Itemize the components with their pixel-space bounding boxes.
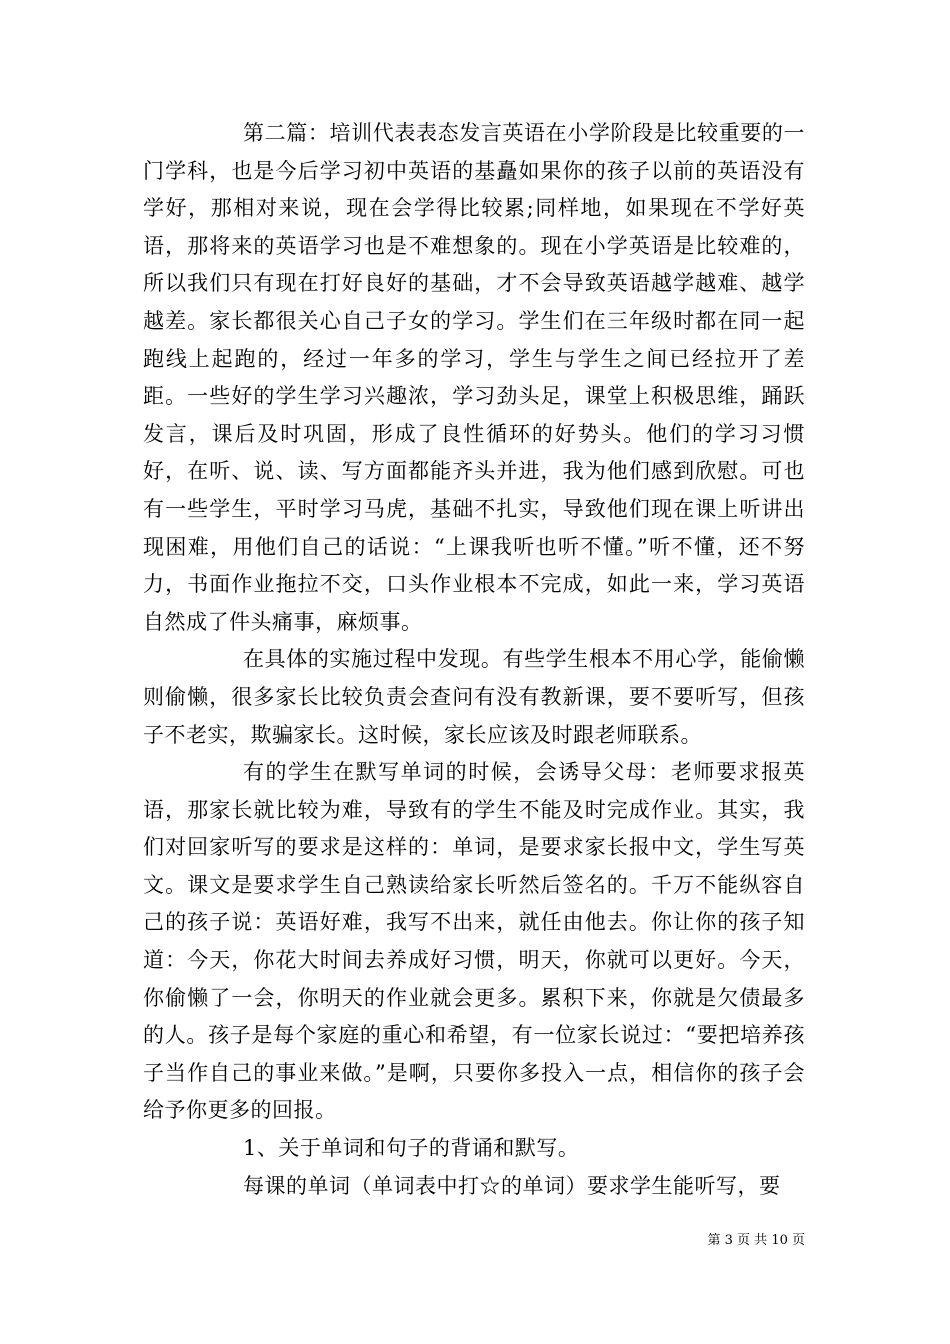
paragraph-3: 有的学生在默写单词的时候，会诱导父母：老师要求报英语，那家长就比较为难，导致有的学生不能及时完成作业。其实，我们对回家听写的要求是这样的：单词，是要求家长报中文，学生写英文。课文是要求学生自己熟读给家长听然后签名的。千万不能纵容自己的孩子说：英语好难，我写不出来，就任由他去。你让你的孩子知道：今天，你花大时间去养成好习惯，明天，你就可以更好。今天，你偷懒了一会，你明天的作业就会更多。累积下来，你就是欠债最多的人。孩子是每个家庭的重心和希望，有一位家长说过：“要把培养孩子当作自己的事业来做。”是啊，只要你多投入一点，相信你的孩子会给予你更多的回报。 [143, 760, 805, 1123]
paragraph-5: 每课的单词（单词表中打☆的单词）要求学生能听写，要 [243, 1173, 781, 1198]
document-body [143, 115, 805, 1205]
paragraph-4: 1、关于单词和句子的背诵和默写。 [243, 1136, 580, 1161]
page-number-footer: 第 3 页 共 10 页 [707, 1233, 805, 1248]
paragraph-2: 在具体的实施过程中发现。有些学生根本不用心学，能偷懒则偷懒，很多家长比较负责会查问有没有教新课，要不要听写，但孩子不老实，欺骗家长。这时候，家长应该及时跟老师联系。 [143, 647, 805, 747]
paragraph-1: 第二篇：培训代表表态发言英语在小学阶段是比较重要的一门学科，也是今后学习初中英语的基矗如果你的孩子以前的英语没有学好，那相对来说，现在会学得比较累;同样地，如果现在不学好英语，那将来的英语学习也是不难想象的。现在小学英语是比较难的，所以我们只有现在打好良好的基础，才不会导致英语越学越难、越学越差。家长都很关心自己子女的学习。学生们在三年级时都在同一起跑线上起跑的，经过一年多的学习，学生与学生之间已经拉开了差距。一些好的学生学习兴趣浓，学习劲头足，课堂上积极思维，踊跃发言，课后及时巩固，形成了良性循环的好势头。他们的学习习惯好，在听、说、读、写方面都能齐头并进，我为他们感到欣慰。可也有一些学生，平时学习马虎，基础不扎实，导致他们现在课上听讲出现困难，用他们自己的话说：“上课我听也听不懂。”听不懂，还不努力，书面作业拖拉不交，口头作业根本不完成，如此一来，学习英语自然成了件头痛事，麻烦事。 [143, 121, 805, 634]
